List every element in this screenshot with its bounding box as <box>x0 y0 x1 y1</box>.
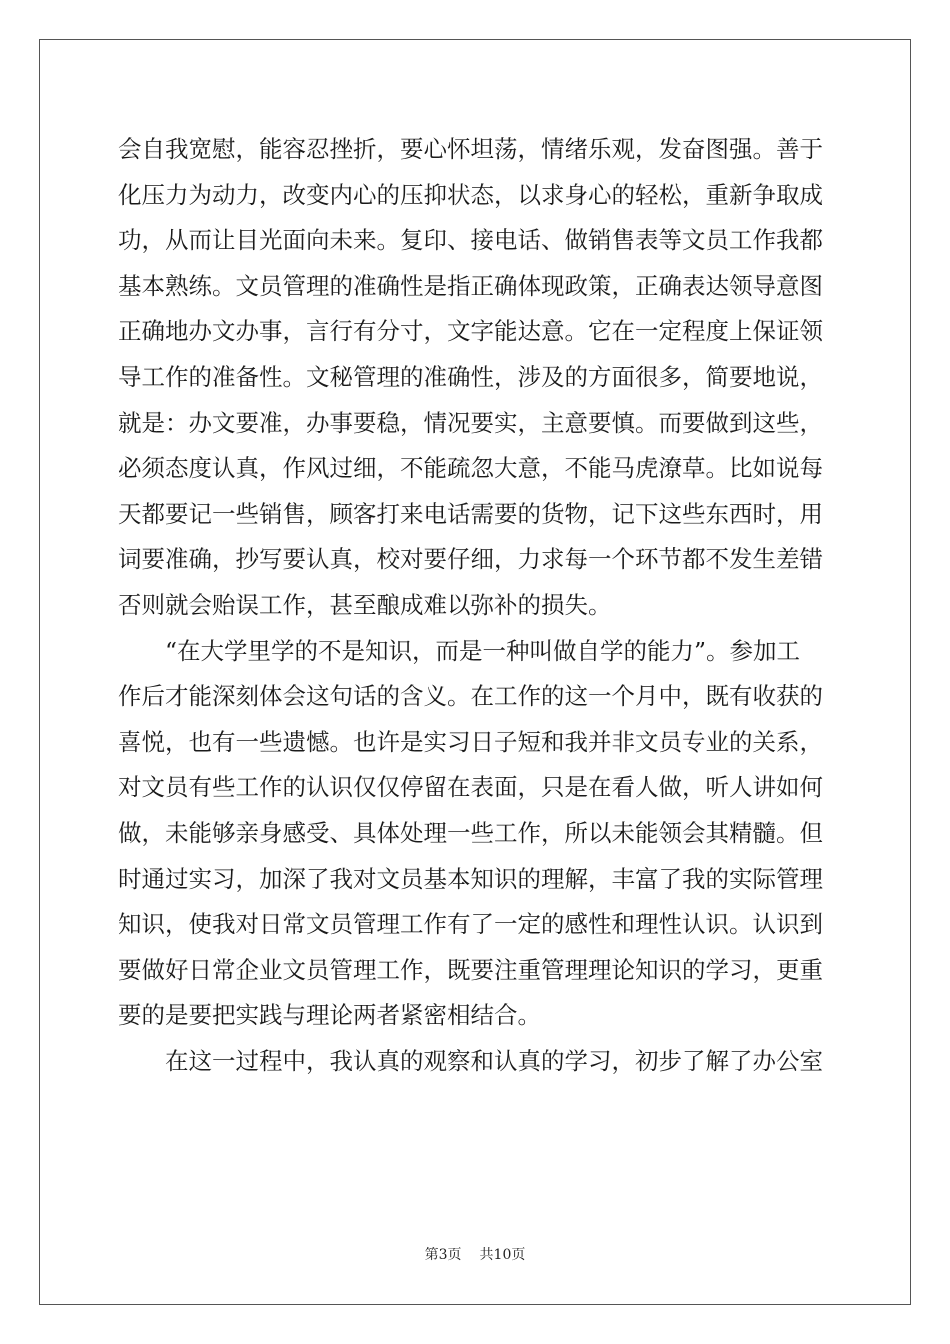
text-line: 化压力为动力，改变内心的压抑状态，以求身心的轻松，重新争取成 <box>118 180 823 209</box>
text-line: 做，未能够亲身感受、具体处理一些工作，所以未能领会其精髓。但 <box>118 818 823 847</box>
paragraph-start-line: 在这一过程中，我认真的观察和认真的学习，初步了解了办公室 <box>165 1046 823 1075</box>
page-total: 共10页 <box>479 1247 526 1263</box>
text-line: 知识，使我对日常文员管理工作有了一定的感性和理性认识。认识到 <box>118 910 823 939</box>
text-line: 会自我宽慰，能容忍挫折，要心怀坦荡，情绪乐观，发奋图强。善于 <box>118 135 823 163</box>
text-line: 要做好日常企业文员管理工作，既要注重管理理论知识的学习，更重 <box>118 955 823 984</box>
text-line: 要的是要把实践与理论两者紧密相结合。 <box>118 1001 541 1030</box>
text-line: 必须态度认真，作风过细，不能疏忽大意，不能马虎潦草。比如说每 <box>118 454 823 483</box>
text-line: 导工作的准备性。文秘管理的准确性，涉及的方面很多，简要地说， <box>118 362 823 391</box>
text-line: 正确地办文办事，言行有分寸，文字能达意。它在一定程度上保证领 <box>118 317 823 346</box>
text-line: 词要准确，抄写要认真，校对要仔细，力求每一个环节都不发生差错 <box>118 545 823 574</box>
text-line: 天都要记一些销售，顾客打来电话需要的货物，记下这些东西时，用 <box>118 499 823 528</box>
text-line: 时通过实习，加深了我对文员基本知识的理解，丰富了我的实际管理 <box>118 864 823 893</box>
text-line: 基本熟练。文员管理的准确性是指正确体现政策，正确表达领导意图 <box>118 271 823 300</box>
page-footer <box>0 1244 950 1264</box>
text-line: 就是：办文要准，办事要稳，情况要实，主意要慎。而要做到这些， <box>118 408 823 437</box>
text-line: 否则就会贻误工作，甚至酿成难以弥补的损失。 <box>118 590 612 619</box>
paragraph-start-line: “在大学里学的不是知识，而是一种叫做自学的能力”。参加工 <box>165 636 801 665</box>
text-line: 喜悦，也有一些遗憾。也许是实习日子短和我并非文员专业的关系， <box>118 727 823 756</box>
text-line: 作后才能深刻体会这句话的含义。在工作的这一个月中，既有收获的 <box>118 682 823 711</box>
text-line: 对文员有些工作的认识仅仅停留在表面，只是在看人做，听人讲如何 <box>118 773 823 802</box>
page-number: 第3页 <box>424 1247 462 1263</box>
document-body <box>118 127 834 1084</box>
text-line: 功，从而让目光面向未来。复印、接电话、做销售表等文员工作我都 <box>118 226 823 255</box>
